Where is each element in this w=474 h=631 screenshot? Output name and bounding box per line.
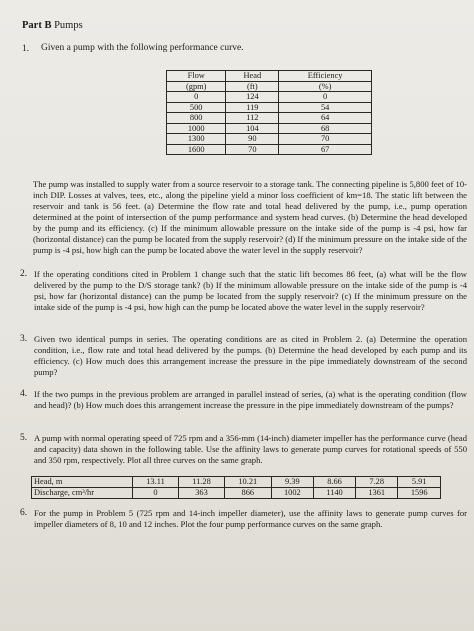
q1-number: 1. xyxy=(22,44,30,54)
performance-table xyxy=(166,70,372,155)
discharge-label: Discharge, cm³/hr xyxy=(32,488,133,499)
head-cell: 10.21 xyxy=(225,477,272,488)
table-cell: 112 xyxy=(226,113,279,124)
q6-number: 6. xyxy=(20,508,28,518)
part-heading xyxy=(22,20,83,31)
q4-text: If the two pumps in the previous problem are arranged in parallel instead of series, (a) what is the operating condition (flow and head)? (b) How much does this arrangement increase the pressure in the pipe immediately downstream of the pumps? xyxy=(34,389,467,410)
discharge-row xyxy=(32,488,441,499)
table-row xyxy=(167,123,372,134)
head-cell: 5.91 xyxy=(398,477,441,488)
q2-number: 2. xyxy=(20,269,28,279)
perf-header-cell: Flow xyxy=(167,71,226,82)
table-cell: 0 xyxy=(279,92,372,103)
q1-intro: Given a pump with the following performance curve. xyxy=(41,43,244,53)
part-label: Part B xyxy=(22,20,52,31)
discharge-cell: 363 xyxy=(179,488,225,499)
table-cell: 119 xyxy=(226,102,279,113)
head-cell: 8.66 xyxy=(314,477,356,488)
q1-text: The pump was installed to supply water from a source reservoir to a storage tank. The connecting pipeline is 5,800 feet of 10-inch DIP. Losses at valves, tees, etc., along the pipeline yield a minor loss coefficient of km=18. The static lift between the reservoir and tank is 56 feet. (a) Determine the flow rate and total head delivered by the pump, i.e., pump operation determined at the point of intersection of the pump performance and system head curves. (b) Determine the head developed by the pump and its efficiency. (c) If the minimum allowable pressure on the intake side of the pump is -4 psi, how far (horizontal distance) can the pump be located from the supply reservoir? (d) If the minimum pressure on the intake side of the pump is -4 psi, how high can the pump be located above the water level in the supply reservoir? xyxy=(33,179,467,255)
q6-text: For the pump in Problem 5 (725 rpm and 14-inch impeller diameter), use the affinity laws to generate pump curves for impeller diameters of 8, 10 and 12 inches. Plot the four pump performance curves on the same graph. xyxy=(34,508,467,529)
table-row xyxy=(167,144,372,155)
table-cell: 70 xyxy=(279,134,372,145)
head-cell: 13.11 xyxy=(133,477,179,488)
table-cell: 500 xyxy=(167,102,226,113)
head-capacity-table xyxy=(31,476,441,499)
q2-text: If the operating conditions cited in Problem 1 change such that the static lift becomes 86 feet, (a) what will be the flow delivered by the pump to the D/S storage tank? (b) If the minimum allowable pressure on the intake side of the pump is -4 psi, how far (horizontal distance) can the pump be located from the supply reservoir? (c) If the minimum pressure on the intake side of the pump is -4 psi, how high can the pump be located above the water level in the supply reservoir? xyxy=(34,269,467,312)
table-row xyxy=(167,134,372,145)
head-cell: 11.28 xyxy=(179,477,225,488)
table-cell: 104 xyxy=(226,123,279,134)
q5-text: A pump with normal operating speed of 725 rpm and a 356-mm (14-inch) diameter impeller has the performance curve (head and capacity) data shown in the following table. Use the affinity laws to generate pump curves for rotational speeds of 550 and 350 rpm, respectively. Plot all three curves on the same graph. xyxy=(34,433,467,465)
q5-number: 5. xyxy=(20,433,28,443)
discharge-cell: 866 xyxy=(225,488,272,499)
table-cell: 124 xyxy=(226,92,279,103)
perf-header-cell: Efficiency xyxy=(279,71,372,82)
table-cell: 68 xyxy=(279,123,372,134)
table-row xyxy=(167,102,372,113)
table-cell: 90 xyxy=(226,134,279,145)
head-cell: 9.39 xyxy=(271,477,313,488)
head-label: Head, m xyxy=(32,477,133,488)
table-cell: 1300 xyxy=(167,134,226,145)
part-title: Pumps xyxy=(54,20,83,31)
table-cell: 1600 xyxy=(167,144,226,155)
table-row xyxy=(167,92,372,103)
discharge-cell: 1002 xyxy=(271,488,313,499)
discharge-cell: 0 xyxy=(133,488,179,499)
perf-header-row xyxy=(167,71,372,82)
q3-number: 3. xyxy=(20,334,28,344)
table-cell: 800 xyxy=(167,113,226,124)
table-cell: 1000 xyxy=(167,123,226,134)
q4-number: 4. xyxy=(20,389,28,399)
table-cell: 64 xyxy=(279,113,372,124)
table-cell: 0 xyxy=(167,92,226,103)
perf-header-cell: (ft) xyxy=(226,81,279,92)
perf-header-cell: (gpm) xyxy=(167,81,226,92)
discharge-cell: 1140 xyxy=(314,488,356,499)
table-row xyxy=(167,113,372,124)
perf-header-row xyxy=(167,81,372,92)
table-cell: 54 xyxy=(279,102,372,113)
q3-text: Given two identical pumps in series. The operating conditions are as cited in Problem 2. (a) Determine the operation condition, i.e., flow rate and total head delivered by the pumps. (b) Determine the head developed by each pump and its efficiency. (c) How much does this arrangement increase the pressure in the pipe immediately downstream of the second pump? xyxy=(34,334,467,377)
discharge-cell: 1361 xyxy=(355,488,397,499)
head-row xyxy=(32,477,441,488)
perf-header-cell: Head xyxy=(226,71,279,82)
perf-header-cell: (%) xyxy=(279,81,372,92)
head-cell: 7.28 xyxy=(355,477,397,488)
discharge-cell: 1596 xyxy=(398,488,441,499)
table-cell: 67 xyxy=(279,144,372,155)
table-cell: 70 xyxy=(226,144,279,155)
